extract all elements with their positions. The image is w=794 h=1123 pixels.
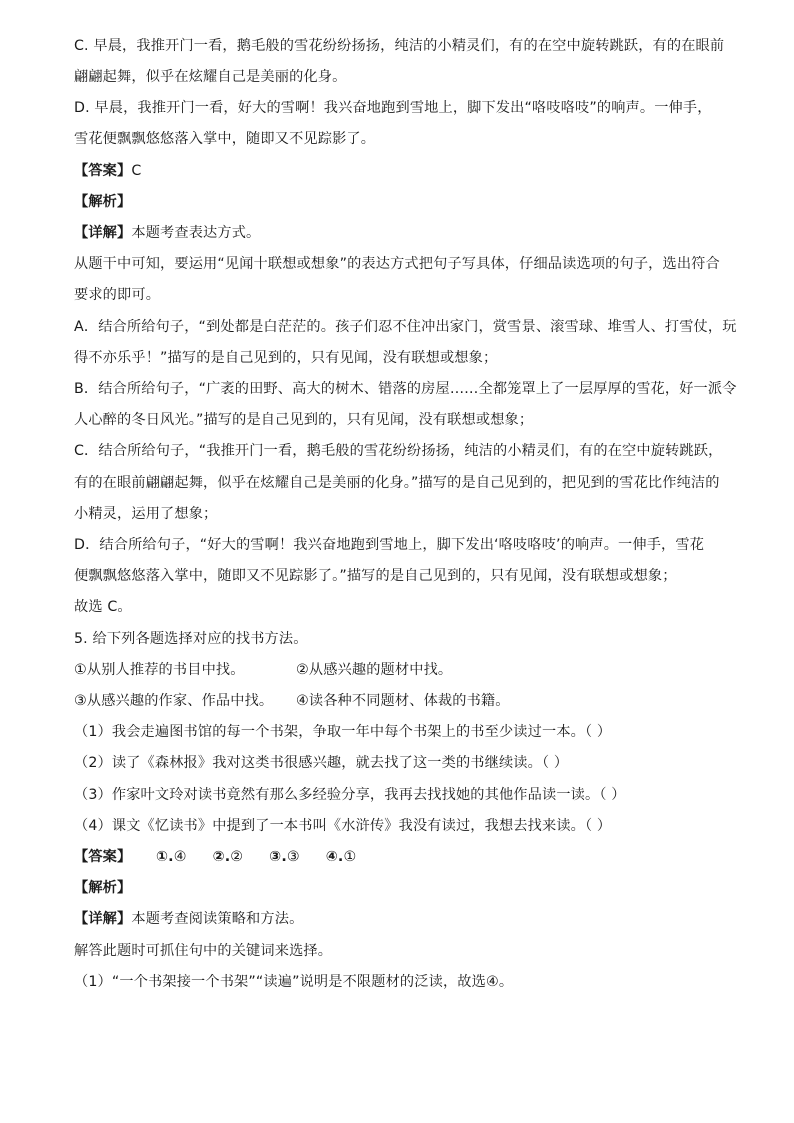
method-option-1: ①从别人推荐的书目中找。 [74,662,245,678]
explanation-line: 要求的即可。 [74,287,161,303]
explanation-a-line-2: 得不亦乐乎！”描写的是自己见到的，只有见闻，没有联想或想象； [74,350,498,366]
detail-line-q5 [74,909,734,929]
explanation-b-line-2: 人心醉的冬日风光。”描写的是自己见到的，只有见闻，没有联想或想象； [74,412,534,428]
sub-question-4: （4）课文《忆读书》中提到了一本书叫《水浒传》我没有读过，我想去找来读。（ ） [74,818,612,834]
detail-tag: 【详解】 [74,225,132,241]
option-c-line-2: 翩翩起舞，似乎在炫耀自己是美丽的化身。 [74,69,347,85]
option-c-line-1: C. 早晨，我推开门一看，鹅毛般的雪花纷纷扬扬，纯洁的小精灵们，有的在空中旋转跳跃，有的在眼前 [74,38,725,54]
sub-question-2: （2）读了《森林报》我对这类书很感兴趣，就去找了这一类的书继续读。（ ） [74,755,569,771]
conclusion-line: 故选 C。 [74,599,132,615]
explanation-c-line-2: 有的在眼前翩翩起舞，似乎在炫耀自己是美丽的化身。”描写的是自己见到的，把见到的雪花比作纯洁的 [74,475,720,491]
option-d-line-1: D. 早晨，我推开门一看，好大的雪啊！我兴奋地跑到雪地上，脚下发出“咯吱咯吱”的响声。一伸手， [74,100,712,116]
answer-item: ④.① [325,849,357,865]
answer-line-q4 [74,161,734,181]
answer-value: C [131,163,142,179]
answer-tag: 【答案】 [74,849,132,865]
answer-tag: 【答案】 [74,163,132,179]
option-d-line-2: 雪花便飘飘悠悠落入掌中，随即又不见踪影了。 [74,131,376,147]
sub-question-1: （1）我会走遍图书馆的每一个书架，争取一年中每个书架上的书至少读过一本。（ ） [74,724,612,740]
explanation-c-line-3: 小精灵，运用了想象； [74,506,218,522]
explanation-line: （1）“一个书架接一个书架”“读遍”说明是不限题材的泛读，故选④。 [74,974,514,990]
explanation-line: 解答此题时可抓住句中的关键词来选择。 [74,943,333,959]
question-5-stem: 5. 给下列各题选择对应的找书方法。 [74,631,308,647]
answer-item: ②.② [212,849,244,865]
explanation-d-line-2: 便飘飘悠悠落入掌中，随即又不见踪影了。”描写的是自己见到的，只有见闻，没有联想或想象； [74,568,677,584]
analysis-tag-q4: 【解析】 [74,194,132,210]
detail-tag: 【详解】 [74,911,132,927]
explanation-line: 从题干中可知，要运用“见闻十联想或想象”的表达方式把句子写具体，仔细品读选项的句子，选出符合 [74,256,720,272]
method-options-row-2 [74,691,734,711]
method-options-row-1 [74,660,734,680]
analysis-tag-q5: 【解析】 [74,880,132,896]
method-option-4: ④读各种不同题材、体裁的书籍。 [296,693,510,709]
explanation-b-line-1: B．结合所给句子，“广袤的田野、高大的树木、错落的房屋……全都笼罩上了一层厚厚的雪花，好一派令 [74,381,737,397]
answer-line-q5 [74,847,734,867]
explanation-c-line-1: C．结合所给句子，“我推开门一看，鹅毛般的雪花纷纷扬扬，纯洁的小精灵们，有的在空中旋转跳跃， [74,443,723,459]
detail-text: 本题考查表达方式。 [131,225,261,241]
method-option-2: ②从感兴趣的题材中找。 [296,662,453,678]
method-option-3: ③从感兴趣的作家、作品中找。 [74,693,274,709]
answer-item: ③.③ [269,849,300,865]
detail-line-q4 [74,223,734,243]
explanation-a-line-1: A．结合所给句子，“到处都是白茫茫的。孩子们忍不住冲出家门，赏雪景、滚雪球、堆雪人、打雪仗，玩 [74,319,737,335]
explanation-d-line-1: D．结合所给句子，“好大的雪啊！我兴奋地跑到雪地上，脚下发出‘咯吱咯吱’的响声。一伸手，雪花 [74,537,705,553]
detail-text: 本题考查阅读策略和方法。 [131,911,304,927]
answer-item: ①.④ [156,849,187,865]
sub-question-3: （3）作家叶文玲对读书竟然有那么多经验分享，我再去找找她的其他作品读一读。（ ） [74,787,626,803]
